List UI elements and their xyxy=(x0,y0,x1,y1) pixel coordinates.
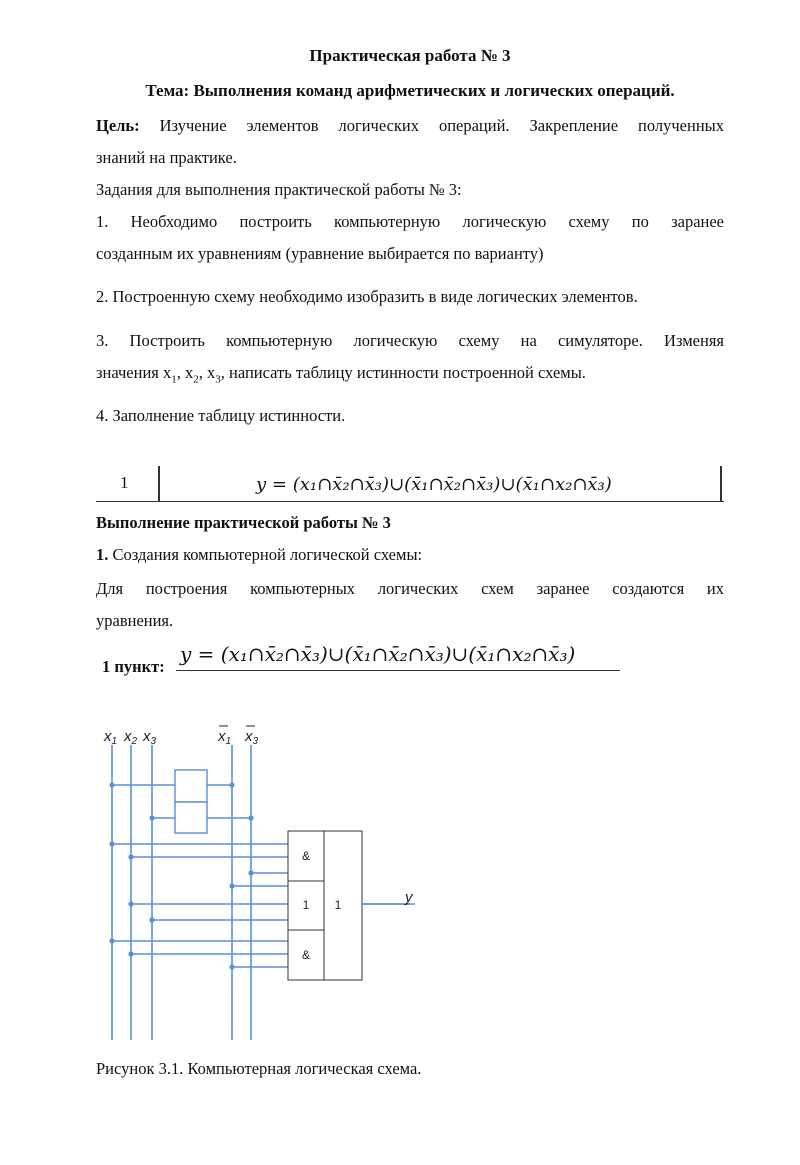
task-3-line-2: значения $x_1$, $x_2$, $x_3$, написать таблицу истинности построенной схемы. xyxy=(96,363,586,386)
tasks-heading: Задания для выполнения практической работы № 3: xyxy=(96,180,462,199)
table-bottom-rule xyxy=(96,501,724,502)
gate-or-mid: 1 xyxy=(302,898,310,912)
point-label: 1 пункт: xyxy=(102,657,165,676)
gate-blocks xyxy=(288,831,362,980)
goal-line-1 xyxy=(96,110,724,142)
task-2: 2. Построенную схему необходимо изобразить в виде логических элементов. xyxy=(96,287,638,306)
goal-line-2: знаний на практике. xyxy=(96,148,237,167)
gate-and-bottom: & xyxy=(301,948,311,962)
execution-para-line-1: Для построения компьютерных логических схем заранее создаются их xyxy=(96,579,724,598)
label-x2: $x_2$ xyxy=(124,728,138,747)
goal-label: Цель: xyxy=(96,116,140,135)
variant-number: 1 xyxy=(120,473,129,492)
variant-equation: y = (x₁∩x̄₂∩x̄₃)∪(x̄₁∩x̄₂∩x̄₃)∪(x̄₁∩x₂∩x̄₃) xyxy=(256,474,612,495)
label-x3: $x_3$ xyxy=(143,728,157,747)
variant-table xyxy=(96,466,724,502)
gate-or-output: 1 xyxy=(334,898,342,912)
goal-text: Изучение элементов логических операций. Закрепление полученных xyxy=(159,116,724,135)
gate-and-top: & xyxy=(301,849,311,863)
table-right-border xyxy=(720,466,722,502)
label-x1: $x_1$ xyxy=(104,728,118,747)
output-label: y xyxy=(405,889,413,906)
label-not-x3: $x_3$ xyxy=(245,728,259,747)
label-not-x1: $x_1$ xyxy=(218,728,232,747)
point-rule xyxy=(176,670,620,671)
task-1-line-1: 1. Необходимо построить компьютерную логическую схему по заранее xyxy=(96,212,724,231)
task-3-line-1: 3. Построить компьютерную логическую схему на симуляторе. Изменяя xyxy=(96,331,724,350)
task-1-line-2: созданным их уравнениям (уравнение выбирается по варианту) xyxy=(96,244,544,263)
inverters xyxy=(175,770,207,833)
execution-step: 1. Создания компьютерной логической схемы: xyxy=(96,545,423,564)
page-title: Практическая работа № 3 xyxy=(309,46,511,65)
page-theme: Тема: Выполнения команд арифметических и логических операций. xyxy=(145,81,675,100)
logic-diagram xyxy=(90,715,450,1050)
figure-caption: Рисунок 3.1. Компьютерная логическая схема. xyxy=(96,1059,422,1078)
point-equation: y = (x₁∩x̄₂∩x̄₃)∪(x̄₁∩x̄₂∩x̄₃)∪(x̄₁∩x₂∩x̄₃) xyxy=(180,642,576,666)
table-col-divider xyxy=(158,466,160,502)
execution-heading: Выполнение практической работы № 3 xyxy=(96,513,391,532)
gate-input-wires xyxy=(112,844,410,967)
execution-para-line-2: уравнения. xyxy=(96,611,174,630)
task-4: 4. Заполнение таблицу истинности. xyxy=(96,406,346,425)
